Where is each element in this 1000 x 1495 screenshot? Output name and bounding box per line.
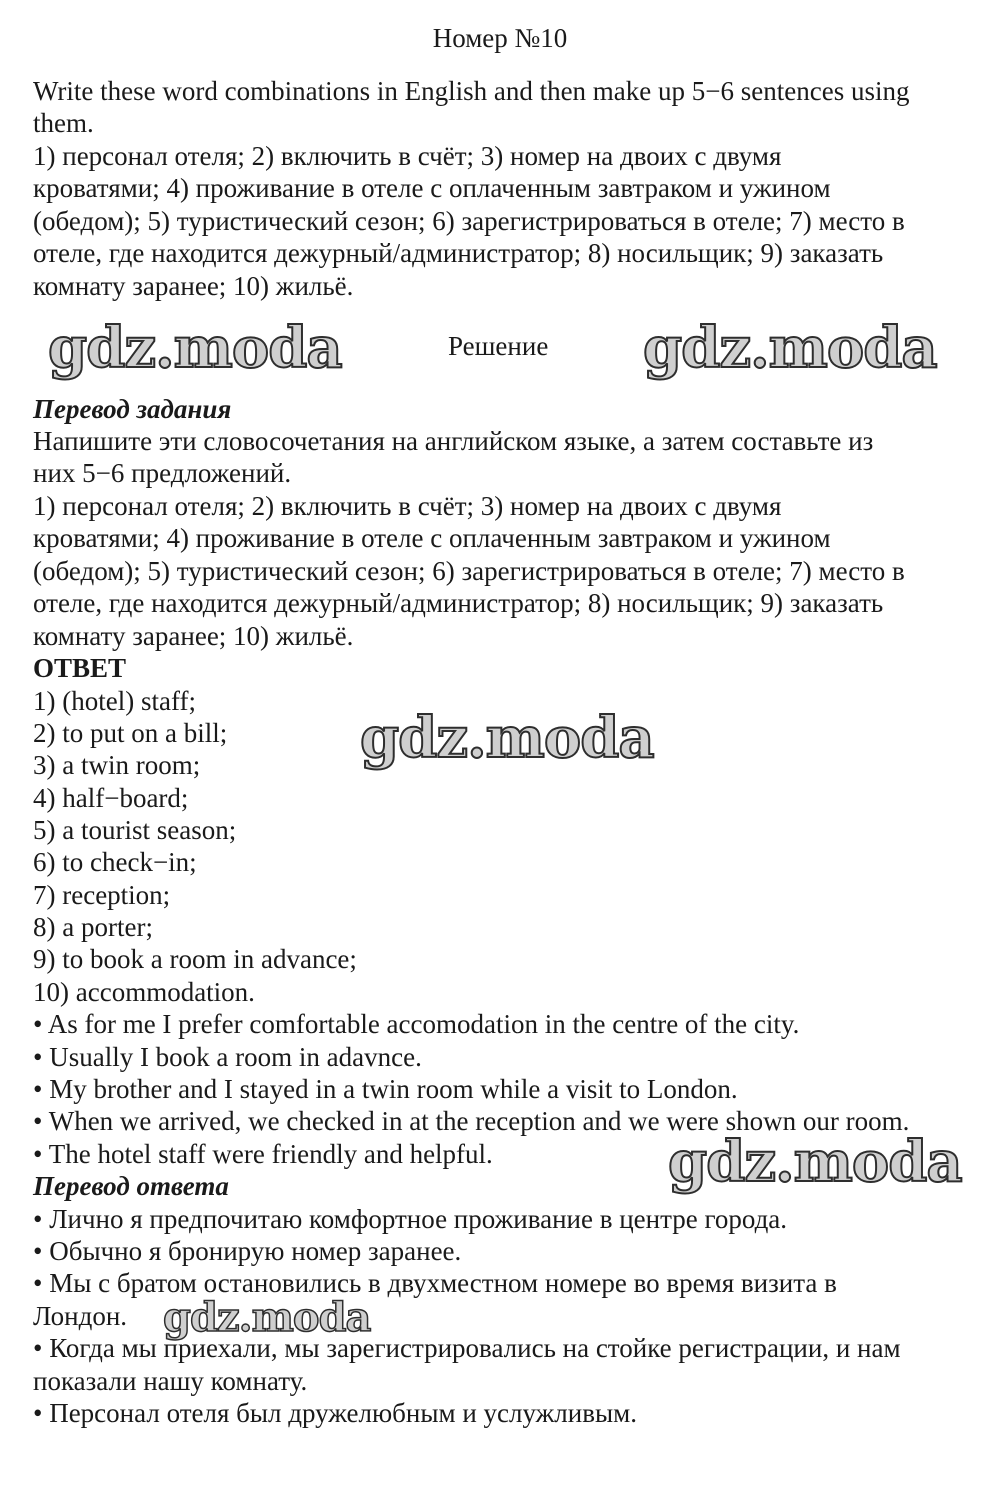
answer-heading: ОТВЕТ — [33, 653, 127, 683]
answer-line: 7) reception; — [33, 880, 171, 910]
translation-answer-line: Лондон. — [33, 1301, 128, 1331]
answer-line: 1) (hotel) staff; — [33, 686, 196, 716]
watermark-logo: gdz.moda — [668, 1129, 962, 1195]
translation-answer-line: показали нашу комнату. — [33, 1366, 308, 1396]
translation-task-line: (обедом); 5) туристический сезон; 6) зарегистрироваться в отеле; 7) место в — [33, 556, 905, 586]
answer-line: 3) a twin room; — [33, 750, 201, 780]
translation-task-line: кроватями; 4) проживание в отеле с оплаченным завтраком и ужином — [33, 523, 831, 553]
answer-sentence: • As for me I prefer comfortable accomodation in the centre of the city. — [33, 1009, 800, 1039]
task-line: кроватями; 4) проживание в отеле с оплаченным завтраком и ужином — [33, 173, 831, 203]
watermark-logo: gdz.moda — [48, 315, 342, 381]
translation-answer-line: • Лично я предпочитаю комфортное проживание в центре города. — [33, 1204, 788, 1234]
answer-line: 9) to book a room in advance; — [33, 944, 357, 974]
answer-line: 10) accommodation. — [33, 977, 255, 1007]
task-line: комнату заранее; 10) жильё. — [33, 271, 354, 301]
translation-answer-line: • Обычно я бронирую номер заранее. — [33, 1236, 462, 1266]
translation-task-line: отеле, где находится дежурный/администратор; 8) носильщик; 9) заказать — [33, 588, 884, 618]
translation-answer-line: • Мы с братом остановились в двухместном номере во время визита в — [33, 1268, 837, 1298]
translation-task-line: 1) персонал отеля; 2) включить в счёт; 3) номер на двоих с двумя — [33, 491, 782, 521]
answer-sentence: • Usually I book a room in adavnce. — [33, 1042, 422, 1072]
answer-sentence: • The hotel staff were friendly and helpful. — [33, 1139, 493, 1169]
translation-answer-heading: Перевод ответа — [33, 1171, 229, 1201]
translation-answer-line: • Персонал отеля был дружелюбным и услужливым. — [33, 1398, 637, 1428]
translation-task-heading: Перевод задания — [33, 394, 232, 424]
answer-line: 4) half−board; — [33, 783, 189, 813]
task-line: them. — [33, 108, 94, 138]
translation-answer-line: • Когда мы приехали, мы зарегистрировались на стойке регистрации, и нам — [33, 1333, 901, 1363]
answer-sentence: • My brother and I stayed in a twin room while a visit to London. — [33, 1074, 738, 1104]
translation-task-line: комнату заранее; 10) жильё. — [33, 621, 354, 651]
translation-task-line: них 5−6 предложений. — [33, 458, 292, 488]
watermark-logo: gdz.moda — [360, 705, 654, 771]
translation-task-line: Напишите эти словосочетания на английском языке, а затем составьте из — [33, 426, 874, 456]
answer-line: 2) to put on a bill; — [33, 718, 228, 748]
answer-sentence: • When we arrived, we checked in at the reception and we were shown our room. — [33, 1106, 910, 1136]
task-line: Write these word combinations in English and then make up 5−6 sentences using — [33, 76, 910, 106]
task-line: (обедом); 5) туристический сезон; 6) зарегистрироваться в отеле; 7) место в — [33, 206, 905, 236]
watermark-logo: gdz.moda — [643, 315, 937, 381]
answer-line: 8) a porter; — [33, 912, 153, 942]
page-title: Номер №10 — [432, 23, 568, 53]
solution-label: Решение — [448, 331, 549, 361]
task-line: отеле, где находится дежурный/администратор; 8) носильщик; 9) заказать — [33, 238, 884, 268]
answer-line: 6) to check−in; — [33, 847, 197, 877]
watermark-logo: gdz.moda — [163, 1294, 371, 1341]
answer-line: 5) a tourist season; — [33, 815, 237, 845]
task-line: 1) персонал отеля; 2) включить в счёт; 3) номер на двоих с двумя — [33, 141, 782, 171]
